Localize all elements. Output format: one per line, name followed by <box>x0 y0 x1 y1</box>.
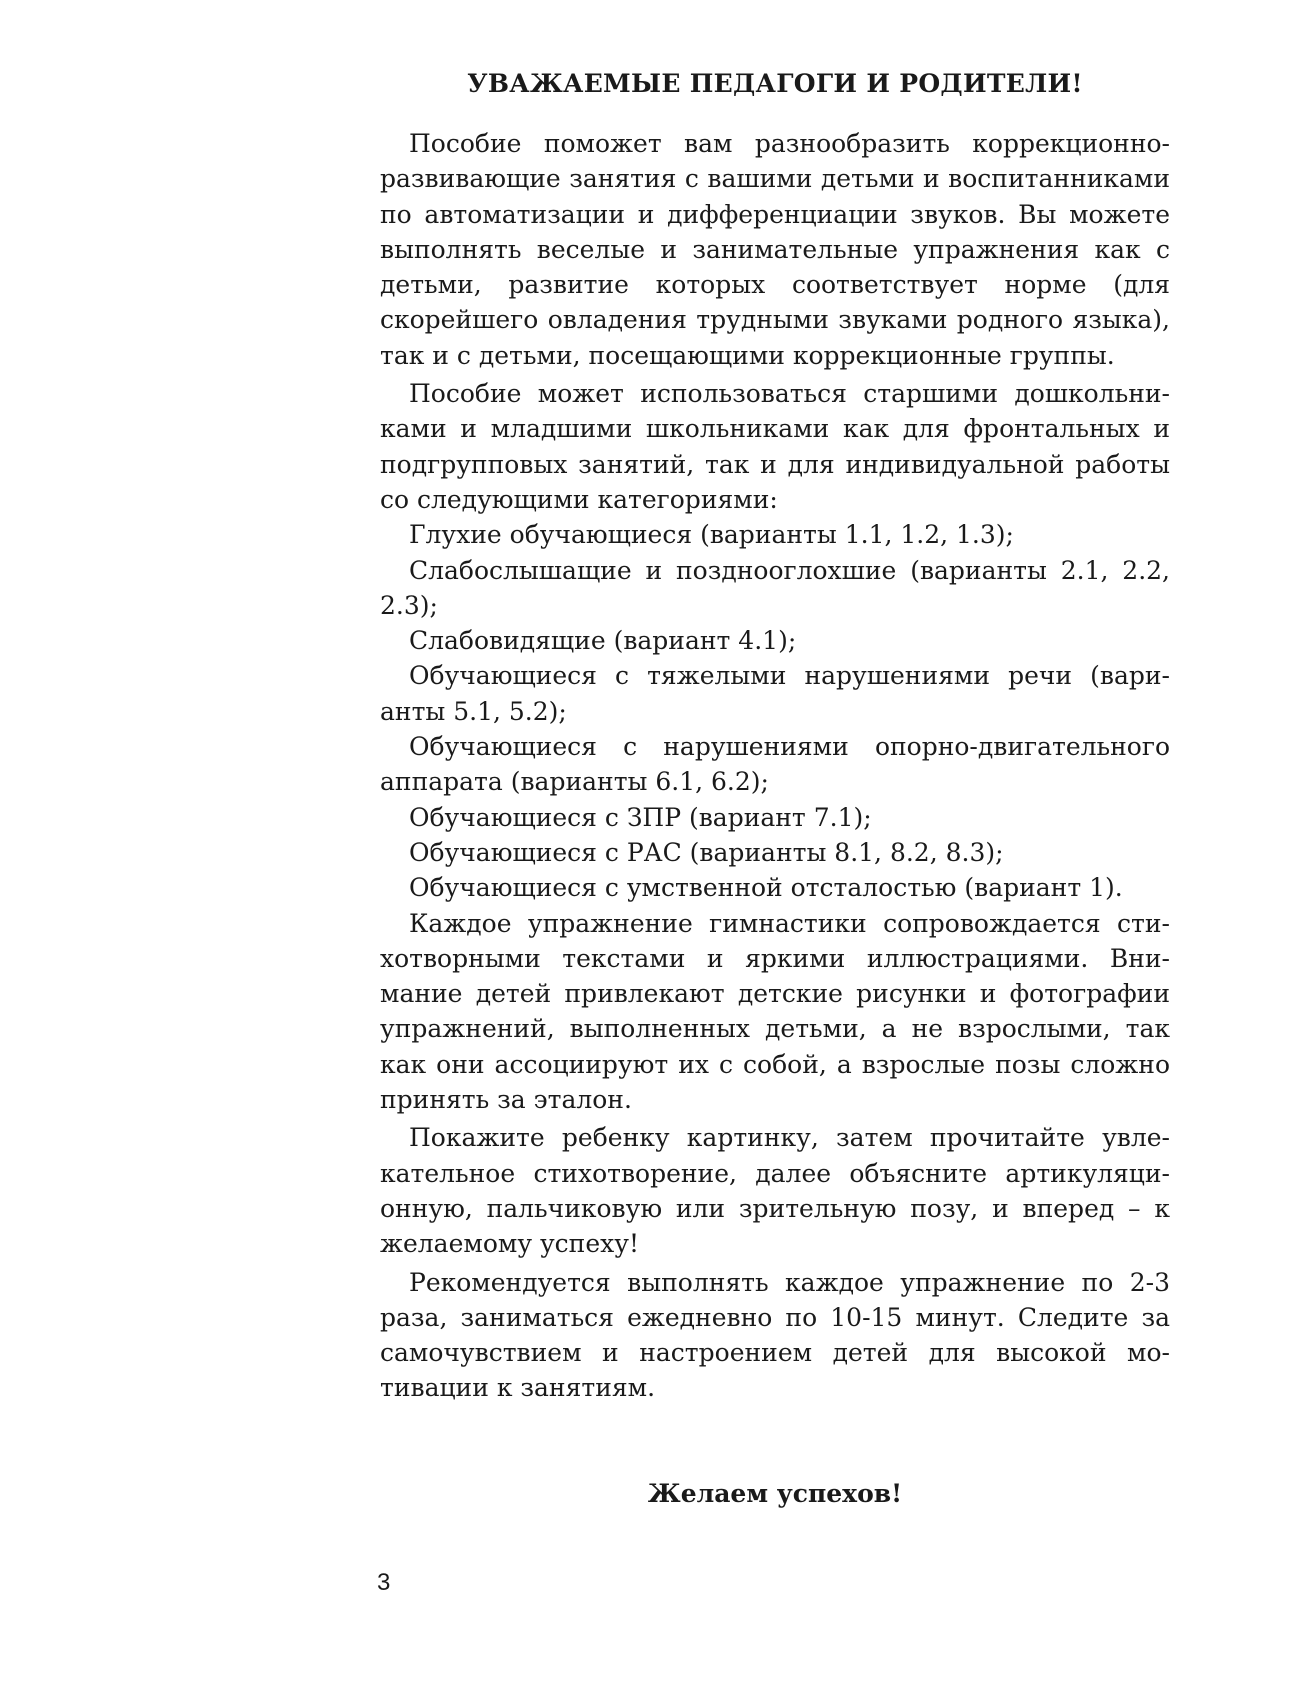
instructions-paragraph: Покажите ребенку картинку, затем прочитайте увлекательное стихотворение, далее объясните артикуляционную, пальчиковую или зрительную позу, и вперед – к желаемому успеху! <box>380 1123 1170 1259</box>
category-item: Обучающиеся с нарушениями опорно-двигательного аппарата (варианты 6.1, 6.2); <box>380 732 1170 797</box>
category-item: Обучающиеся с умственной отсталостью (вариант 1). <box>409 873 1123 903</box>
category-item: Обучающиеся с РАС (варианты 8.1, 8.2, 8.3); <box>409 837 1004 867</box>
page-body <box>380 68 1170 1406</box>
category-item: Слабовидящие (вариант 4.1); <box>409 626 797 656</box>
category-item: Обучающиеся с ЗПР (вариант 7.1); <box>409 802 872 832</box>
page-title: УВАЖАЕМЫЕ ПЕДАГОГИ И РОДИТЕЛИ! <box>467 69 1083 98</box>
category-item: Слабослышащие и позднооглохшие (варианты 2.1, 2.2, 2.3); <box>380 555 1170 620</box>
page-number: 3 <box>377 1569 391 1596</box>
recommendation-paragraph: Рекомендуется выполнять каждое упражнение по 2-3 раза, заниматься ежедневно по 10-15 минут. Следите за самочувствием и настроением детей для высокой мотивации к занятиям. <box>380 1267 1170 1403</box>
usage-paragraph: Пособие может использоваться старшими дошкольниками и младшими школьниками как для фронтальных и подгрупповых занятий, так и для индивидуальной работы со следующими категориями: <box>380 379 1170 514</box>
category-item: Глухие обучающиеся (варианты 1.1, 1.2, 1.3); <box>409 520 1014 550</box>
exercises-paragraph: Каждое упражнение гимнастики сопровождается стихотворными текстами и яркими иллюстрациями. Внимание детей привлекают детские рисунки и фотографии упражнений, выполненных детьми, а не взрослыми, так как они ассоциируют их с собой, а взрослые позы сложно принять за эталон. <box>380 908 1170 1115</box>
signoff: Желаем успехов! <box>647 1479 903 1508</box>
category-item: Обучающиеся с тяжелыми нарушениями речи (варианты 5.1, 5.2); <box>380 661 1170 726</box>
intro-paragraph: Пособие поможет вам разнообразить коррекционно-развивающие занятия с вашими детьми и воспитанниками по автоматизации и дифференциации звуков. Вы можете выполнять веселые и занимательные упражнения как с детьми, развитие которых соответствует норме (для скорейшего овладения трудными звуками родного языка), так и с детьми, посещающими коррекционные группы. <box>380 129 1170 370</box>
